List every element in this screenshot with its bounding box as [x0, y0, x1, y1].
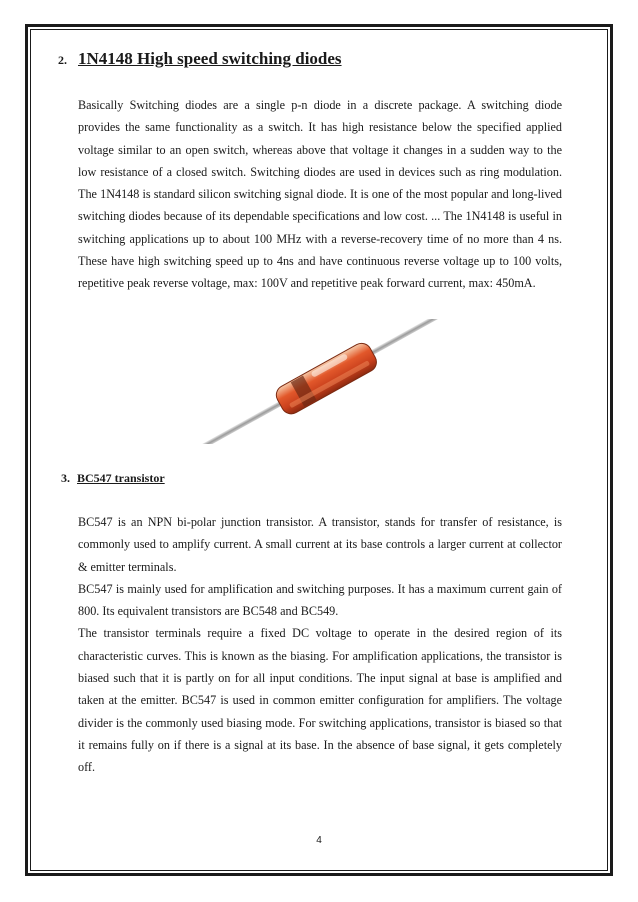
section-3-number: 3.	[61, 471, 70, 485]
section-2-heading	[58, 49, 342, 69]
section-3-heading	[61, 471, 165, 486]
section-2-number: 2.	[58, 53, 67, 67]
section-3-paragraph-3: The transistor terminals require a fixed DC voltage to operate in the desired region of its characteristic curves. This is known as the biasing. For amplification applications, the transistor is biased such that it is partly on for all input conditions. The input signal at base is amplified and taken at the emitter. BC547 is used in common emitter configuration for amplifiers. The voltage divider is the commonly used biasing mode. For switching applications, transistor is biased so that it remains fully on if there is a signal at its base. In the absence of base signal, it gets completely off.	[78, 626, 562, 775]
section-2-title: 1N4148 High speed switching diodes	[78, 49, 342, 68]
diode-photo	[182, 319, 462, 444]
section-2-paragraph: Basically Switching diodes are a single p-n diode in a discrete package. A switching diode provides the same functionality as a switch. It has high resistance below the specified applied voltage similar to an open switch, whereas above that voltage it changes in a sudden way to the low resistance of a closed switch. Switching diodes are used in devices such as ring modulation. The 1N4148 is standard silicon switching signal diode. It is one of the most popular and long-lived switching diodes because of its dependable specifications and low cost. ... The 1N4148 is useful in switching applications up to about 100 MHz with a reverse-recovery time of no more than 4 ns. These have high switching speed up to 4ns and have continuous reverse voltage up to 100 volts, repetitive peak reverse voltage, max: 100V and repetitive peak forward current, max: 450mA.	[78, 98, 562, 291]
section-3-title: BC547 transistor	[77, 471, 165, 485]
section-3-body	[78, 511, 562, 779]
section-3-paragraph-1: BC547 is an NPN bi-polar junction transistor. A transistor, stands for transfer of resistance, is commonly used to amplify current. A small current at its base controls a larger current at collector & emitter terminals.	[78, 515, 562, 574]
section-3-paragraph-2: BC547 is mainly used for amplification and switching purposes. It has a maximum current gain of 800. Its equivalent transistors are BC548 and BC549.	[78, 581, 562, 619]
page-number: 4	[316, 835, 322, 846]
